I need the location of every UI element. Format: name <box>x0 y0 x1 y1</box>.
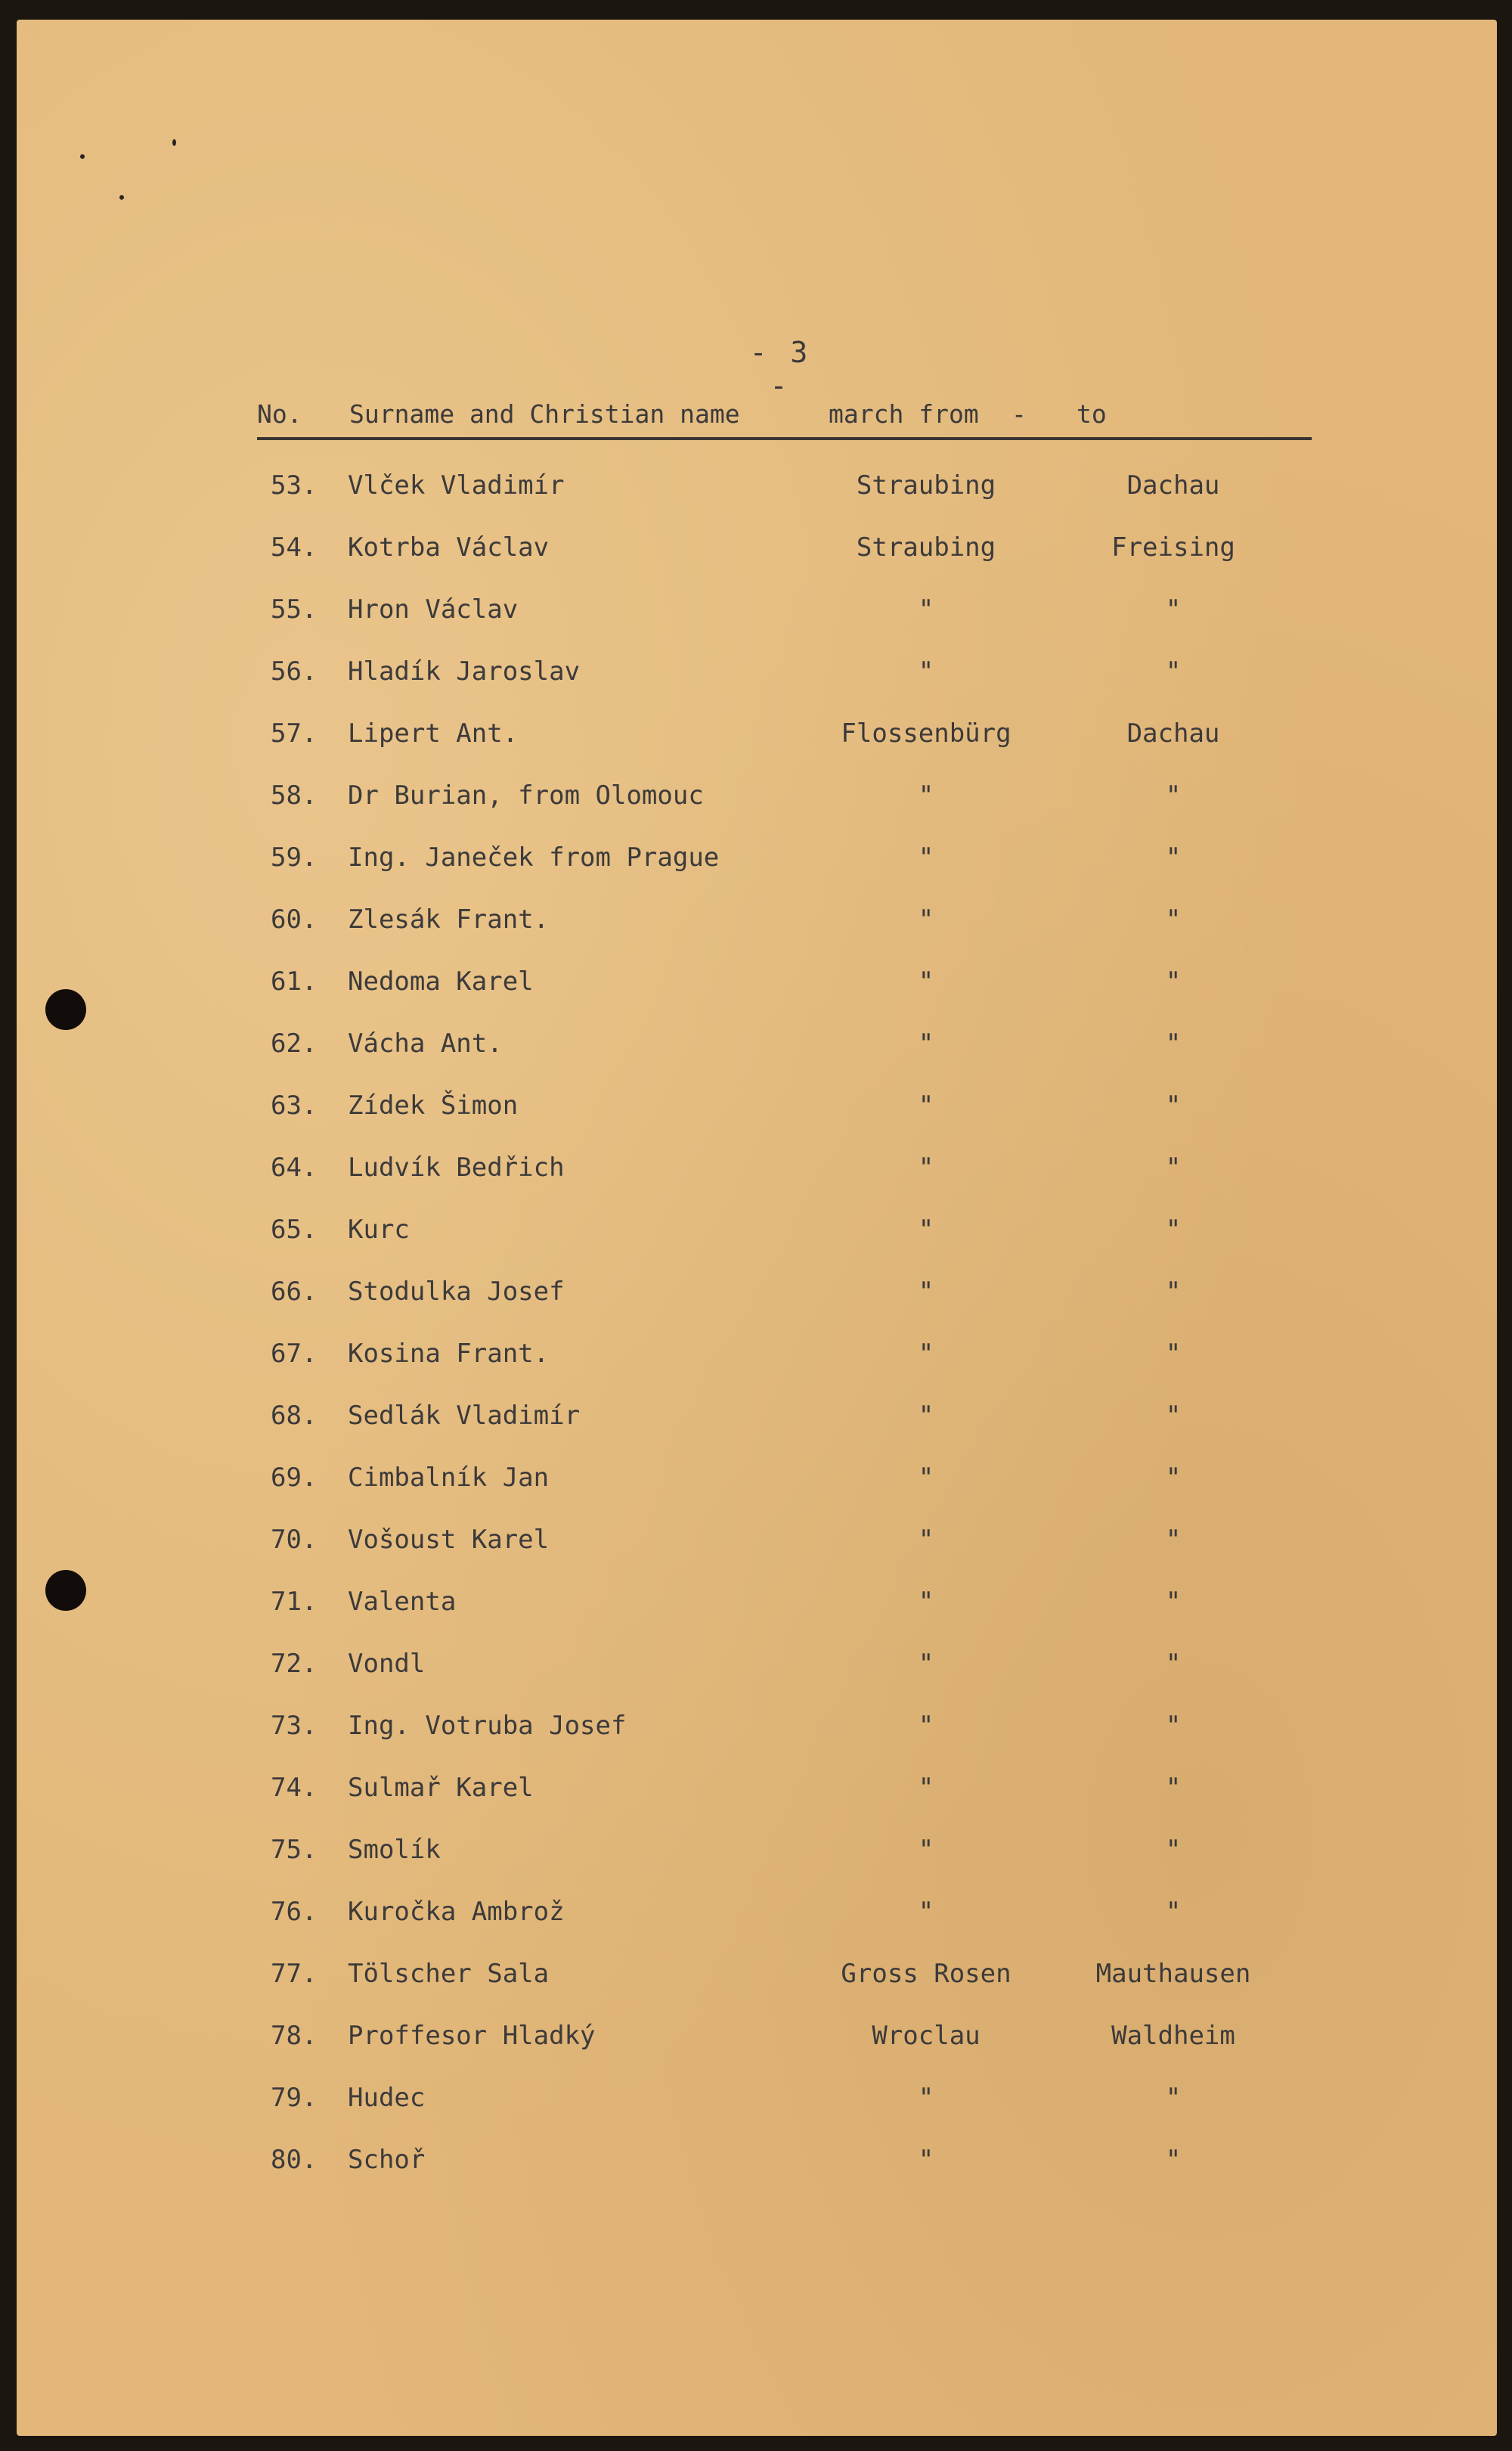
row-to: Freising <box>1111 532 1235 563</box>
row-to: " <box>1165 656 1182 687</box>
list-row <box>17 532 1497 578</box>
row-to: " <box>1165 780 1182 811</box>
row-number: 80. <box>271 2145 318 2175</box>
list-row <box>17 1463 1497 1508</box>
row-name: Hron Václav <box>348 594 519 625</box>
row-number: 56. <box>271 656 318 687</box>
row-to: " <box>1165 1339 1182 1369</box>
row-to: " <box>1165 904 1182 935</box>
row-name: Sulmař Karel <box>348 1773 534 1803</box>
row-name: Valenta <box>348 1587 457 1617</box>
list-row <box>17 780 1497 826</box>
row-to: Waldheim <box>1111 2021 1235 2051</box>
list-row <box>17 2021 1497 2066</box>
row-to: " <box>1165 842 1182 873</box>
row-to: " <box>1165 1773 1182 1803</box>
row-name: Sedlák Vladimír <box>348 1401 581 1431</box>
page-number: - 3 - <box>749 336 811 402</box>
row-name: Ing. Votruba Josef <box>348 1711 627 1741</box>
row-to: " <box>1165 1463 1182 1493</box>
row-from: " <box>918 1277 934 1307</box>
row-to: " <box>1165 1835 1182 1865</box>
list-row <box>17 966 1497 1012</box>
row-name: Lipert Ant. <box>348 718 519 749</box>
row-from: " <box>918 1215 934 1245</box>
row-to: " <box>1165 1897 1182 1927</box>
row-from: Straubing <box>856 470 996 501</box>
list-row <box>17 1339 1497 1384</box>
row-from: " <box>918 1525 934 1555</box>
row-name: Kuročka Ambrož <box>348 1897 565 1927</box>
row-number: 75. <box>271 1835 318 1865</box>
row-number: 64. <box>271 1153 318 1183</box>
list-row <box>17 656 1497 702</box>
list-row <box>17 1897 1497 1942</box>
row-from: " <box>918 1587 934 1617</box>
row-to: " <box>1165 1587 1182 1617</box>
row-from: " <box>918 2083 934 2113</box>
row-name: Kotrba Václav <box>348 532 550 563</box>
row-from: " <box>918 1401 934 1431</box>
list-row <box>17 470 1497 516</box>
row-name: Vlček Vladimír <box>348 470 565 501</box>
header-rule <box>257 437 1312 440</box>
row-from: " <box>918 1711 934 1741</box>
list-row <box>17 1215 1497 1260</box>
list-row <box>17 1401 1497 1446</box>
row-name: Smolík <box>348 1835 441 1865</box>
row-name: Stodulka Josef <box>348 1277 565 1307</box>
header-from: march from <box>829 399 979 429</box>
row-number: 63. <box>271 1091 318 1121</box>
row-number: 54. <box>271 532 318 563</box>
list-row <box>17 1835 1497 1880</box>
row-number: 78. <box>271 2021 318 2051</box>
row-to: Dachau <box>1126 718 1220 749</box>
row-from: " <box>918 1463 934 1493</box>
row-name: Nedoma Karel <box>348 966 534 997</box>
row-number: 59. <box>271 842 318 873</box>
row-to: " <box>1165 1277 1182 1307</box>
row-from: Wroclau <box>872 2021 981 2051</box>
row-to: " <box>1165 966 1182 997</box>
row-from: Gross Rosen <box>841 1959 1012 1989</box>
row-to: " <box>1165 1028 1182 1059</box>
list-row <box>17 594 1497 640</box>
row-to: " <box>1165 594 1182 625</box>
row-name: Dr Burian, from Olomouc <box>348 780 704 811</box>
row-number: 74. <box>271 1773 318 1803</box>
row-name: Vácha Ant. <box>348 1028 503 1059</box>
row-name: Cimbalník Jan <box>348 1463 550 1493</box>
list-row <box>17 1277 1497 1322</box>
row-from: " <box>918 904 934 935</box>
list-row <box>17 1587 1497 1632</box>
header-no: No. <box>257 399 302 429</box>
list-row <box>17 842 1497 888</box>
row-name: Vondl <box>348 1649 426 1679</box>
row-name: Tölscher Sala <box>348 1959 550 1989</box>
row-to: " <box>1165 1649 1182 1679</box>
row-name: Ing. Janeček from Prague <box>348 842 720 873</box>
row-number: 69. <box>271 1463 318 1493</box>
row-number: 67. <box>271 1339 318 1369</box>
list-row <box>17 2145 1497 2190</box>
row-from: Flossenbürg <box>841 718 1012 749</box>
row-number: 68. <box>271 1401 318 1431</box>
list-row <box>17 718 1497 764</box>
row-number: 53. <box>271 470 318 501</box>
document-page <box>17 20 1497 2436</box>
row-name: Hudec <box>348 2083 426 2113</box>
row-number: 65. <box>271 1215 318 1245</box>
row-from: Straubing <box>856 532 996 563</box>
row-number: 61. <box>271 966 318 997</box>
row-from: " <box>918 1835 934 1865</box>
list-row <box>17 1525 1497 1570</box>
row-to: " <box>1165 1153 1182 1183</box>
row-number: 57. <box>271 718 318 749</box>
row-to: Dachau <box>1126 470 1220 501</box>
list-row <box>17 1711 1497 1756</box>
row-from: " <box>918 656 934 687</box>
list-row <box>17 1649 1497 1694</box>
row-from: " <box>918 594 934 625</box>
row-from: " <box>918 1153 934 1183</box>
row-number: 58. <box>271 780 318 811</box>
header-name: Surname and Christian name <box>349 399 740 429</box>
row-from: " <box>918 1028 934 1059</box>
list-row <box>17 1091 1497 1136</box>
row-from: " <box>918 780 934 811</box>
ink-speck <box>80 154 85 159</box>
row-number: 71. <box>271 1587 318 1617</box>
row-name: Proffesor Hladký <box>348 2021 596 2051</box>
row-name: Kurc <box>348 1215 410 1245</box>
header-dash: - <box>1012 399 1027 429</box>
row-to: Mauthausen <box>1095 1959 1251 1989</box>
list-row <box>17 1959 1497 2004</box>
list-row <box>17 904 1497 950</box>
row-from: " <box>918 2145 934 2175</box>
row-name: Kosina Frant. <box>348 1339 550 1369</box>
row-to: " <box>1165 1525 1182 1555</box>
row-to: " <box>1165 1401 1182 1431</box>
row-to: " <box>1165 2083 1182 2113</box>
row-from: " <box>918 1773 934 1803</box>
header-to: to <box>1077 399 1107 429</box>
row-number: 73. <box>271 1711 318 1741</box>
list-row <box>17 1773 1497 1818</box>
row-from: " <box>918 1339 934 1369</box>
list-row <box>17 1153 1497 1198</box>
row-from: " <box>918 1091 934 1121</box>
row-to: " <box>1165 1711 1182 1741</box>
row-number: 62. <box>271 1028 318 1059</box>
row-name: Zídek Šimon <box>348 1091 519 1121</box>
row-to: " <box>1165 1215 1182 1245</box>
row-name: Vošoust Karel <box>348 1525 550 1555</box>
ink-speck <box>172 139 176 146</box>
row-name: Schoř <box>348 2145 426 2175</box>
row-from: " <box>918 1649 934 1679</box>
row-number: 77. <box>271 1959 318 1989</box>
row-from: " <box>918 966 934 997</box>
row-name: Hladík Jaroslav <box>348 656 581 687</box>
row-name: Zlesák Frant. <box>348 904 550 935</box>
row-number: 70. <box>271 1525 318 1555</box>
row-number: 66. <box>271 1277 318 1307</box>
list-row <box>17 1028 1497 1074</box>
ink-speck <box>119 195 124 200</box>
row-number: 55. <box>271 594 318 625</box>
row-from: " <box>918 842 934 873</box>
list-row <box>17 2083 1497 2128</box>
row-number: 72. <box>271 1649 318 1679</box>
row-to: " <box>1165 1091 1182 1121</box>
row-to: " <box>1165 2145 1182 2175</box>
row-from: " <box>918 1897 934 1927</box>
row-number: 60. <box>271 904 318 935</box>
row-name: Ludvík Bedřich <box>348 1153 565 1183</box>
row-number: 76. <box>271 1897 318 1927</box>
row-number: 79. <box>271 2083 318 2113</box>
